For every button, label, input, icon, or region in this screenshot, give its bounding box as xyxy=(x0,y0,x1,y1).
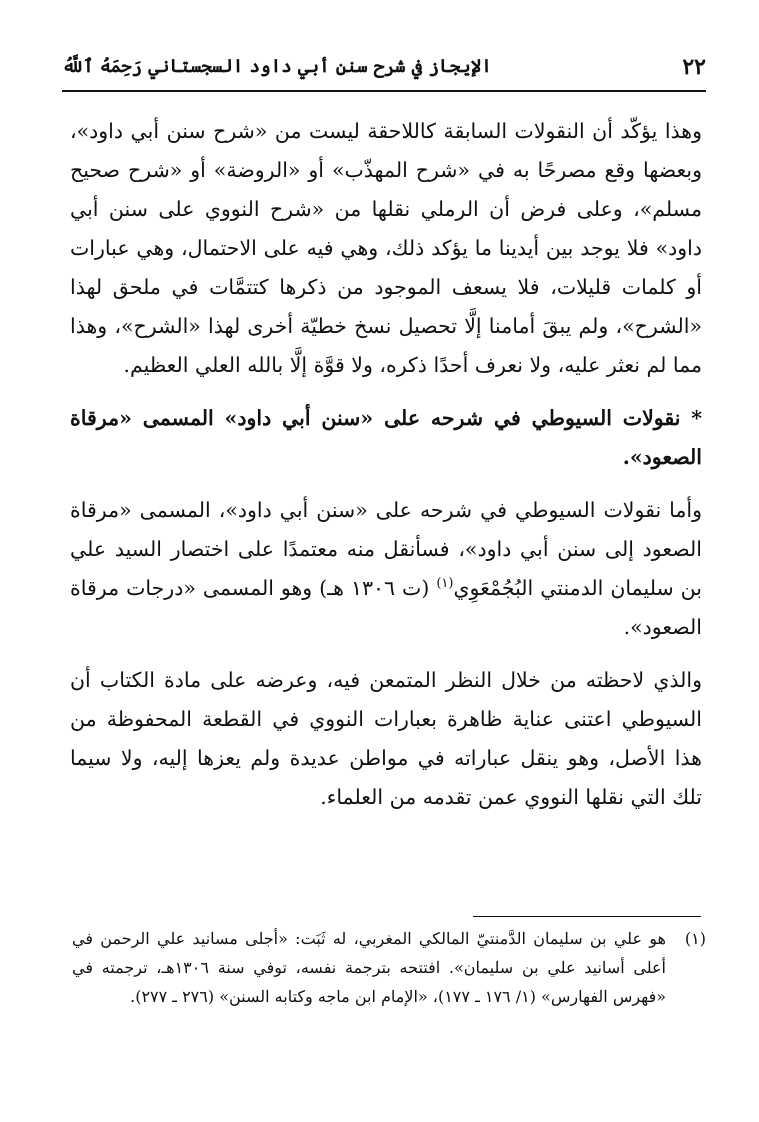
footnote-text: هو علي بن سليمان الدَّمنتيّ المالكي المغربي، له ثَبَت: «أجلى مسانيد علي الرحمن في أعلى أسانيد علي بن سليمان». افتتحه بترجمة نفسه، توفي سنة ١٣٠٦هـ، ترجمته في «فهرس الفهارس» (١/ ١٧٦ ـ ١٧٧)، «الإمام ابن ماجه وكتابه السنن» (٢٧٦ ـ ٢٧٧). xyxy=(72,929,666,1006)
header-divider xyxy=(62,90,706,92)
running-title: الإيجاز في شرح سنن أبي داود السجستاني رَحِمَهُ ٱللَّهُ xyxy=(62,56,492,77)
page-header xyxy=(62,52,706,86)
paragraph-2-text-end: (ت ١٣٠٦ هـ) وهو المسمى «درجات مرقاة الصعود». xyxy=(70,576,702,639)
footnote xyxy=(72,924,706,1011)
footnote-reference[interactable]: (١) xyxy=(436,576,454,592)
main-text xyxy=(70,112,702,817)
section-heading: * نقولات السيوطي في شرحه على «سنن أبي داود» المسمى «مرقاة الصعود». xyxy=(70,406,702,469)
footnote-number: (١) xyxy=(684,929,706,948)
paragraph-2-text: وأما نقولات السيوطي في شرحه على «سنن أبي داود»، المسمى «مرقاة الصعود إلى سنن أبي داود»، فسأنقل منه معتمدًا على اختصار السيد علي بن سليمان الدمنتي البُجُمْعَوِي xyxy=(70,498,702,600)
paragraph-3: والذي لاحظته من خلال النظر المتمعن فيه، وعرضه على مادة الكتاب أن السيوطي اعتنى عناية ظاهرة بعبارات النووي في القطعة المحفوظة من هذا الأصل، وهو ينقل عباراته في مواطن عديدة ولم يعزها إليه، ولا سيما تلك التي نقلها النووي عمن تقدمه من العلماء. xyxy=(70,668,702,809)
paragraph-1: وهذا يؤكّد أن النقولات السابقة كاللاحقة ليست من «شرح سنن أبي داود»، وبعضها وقع مصرحًا به في «شرح المهذّب» أو «الروضة» أو «شرح صحيح مسلم»، وعلى فرض أن الرملي نقلها من «شرح النووي على سنن أبي داود» فلا يوجد بين أيدينا ما يؤكد ذلك، وهي فيه على الاحتمال، وهي عبارات أو كلمات قليلات، فلا يسعف الموجود من ذكرها كتتمَّات في ملحق لهذا «الشرح»، ولم يبقَ أمامنا إلَّا تحصيل نسخ خطيّة أخرى لهذا «الشرح»، وهذا مما لم نعثر عليه، ولا نعرف أحدًا ذكره، ولا قوَّة إلَّا بالله العلي العظيم. xyxy=(70,119,702,377)
paragraph-2 xyxy=(70,491,702,647)
footnote-divider xyxy=(473,916,701,917)
page-number: ٢٢ xyxy=(682,54,706,80)
